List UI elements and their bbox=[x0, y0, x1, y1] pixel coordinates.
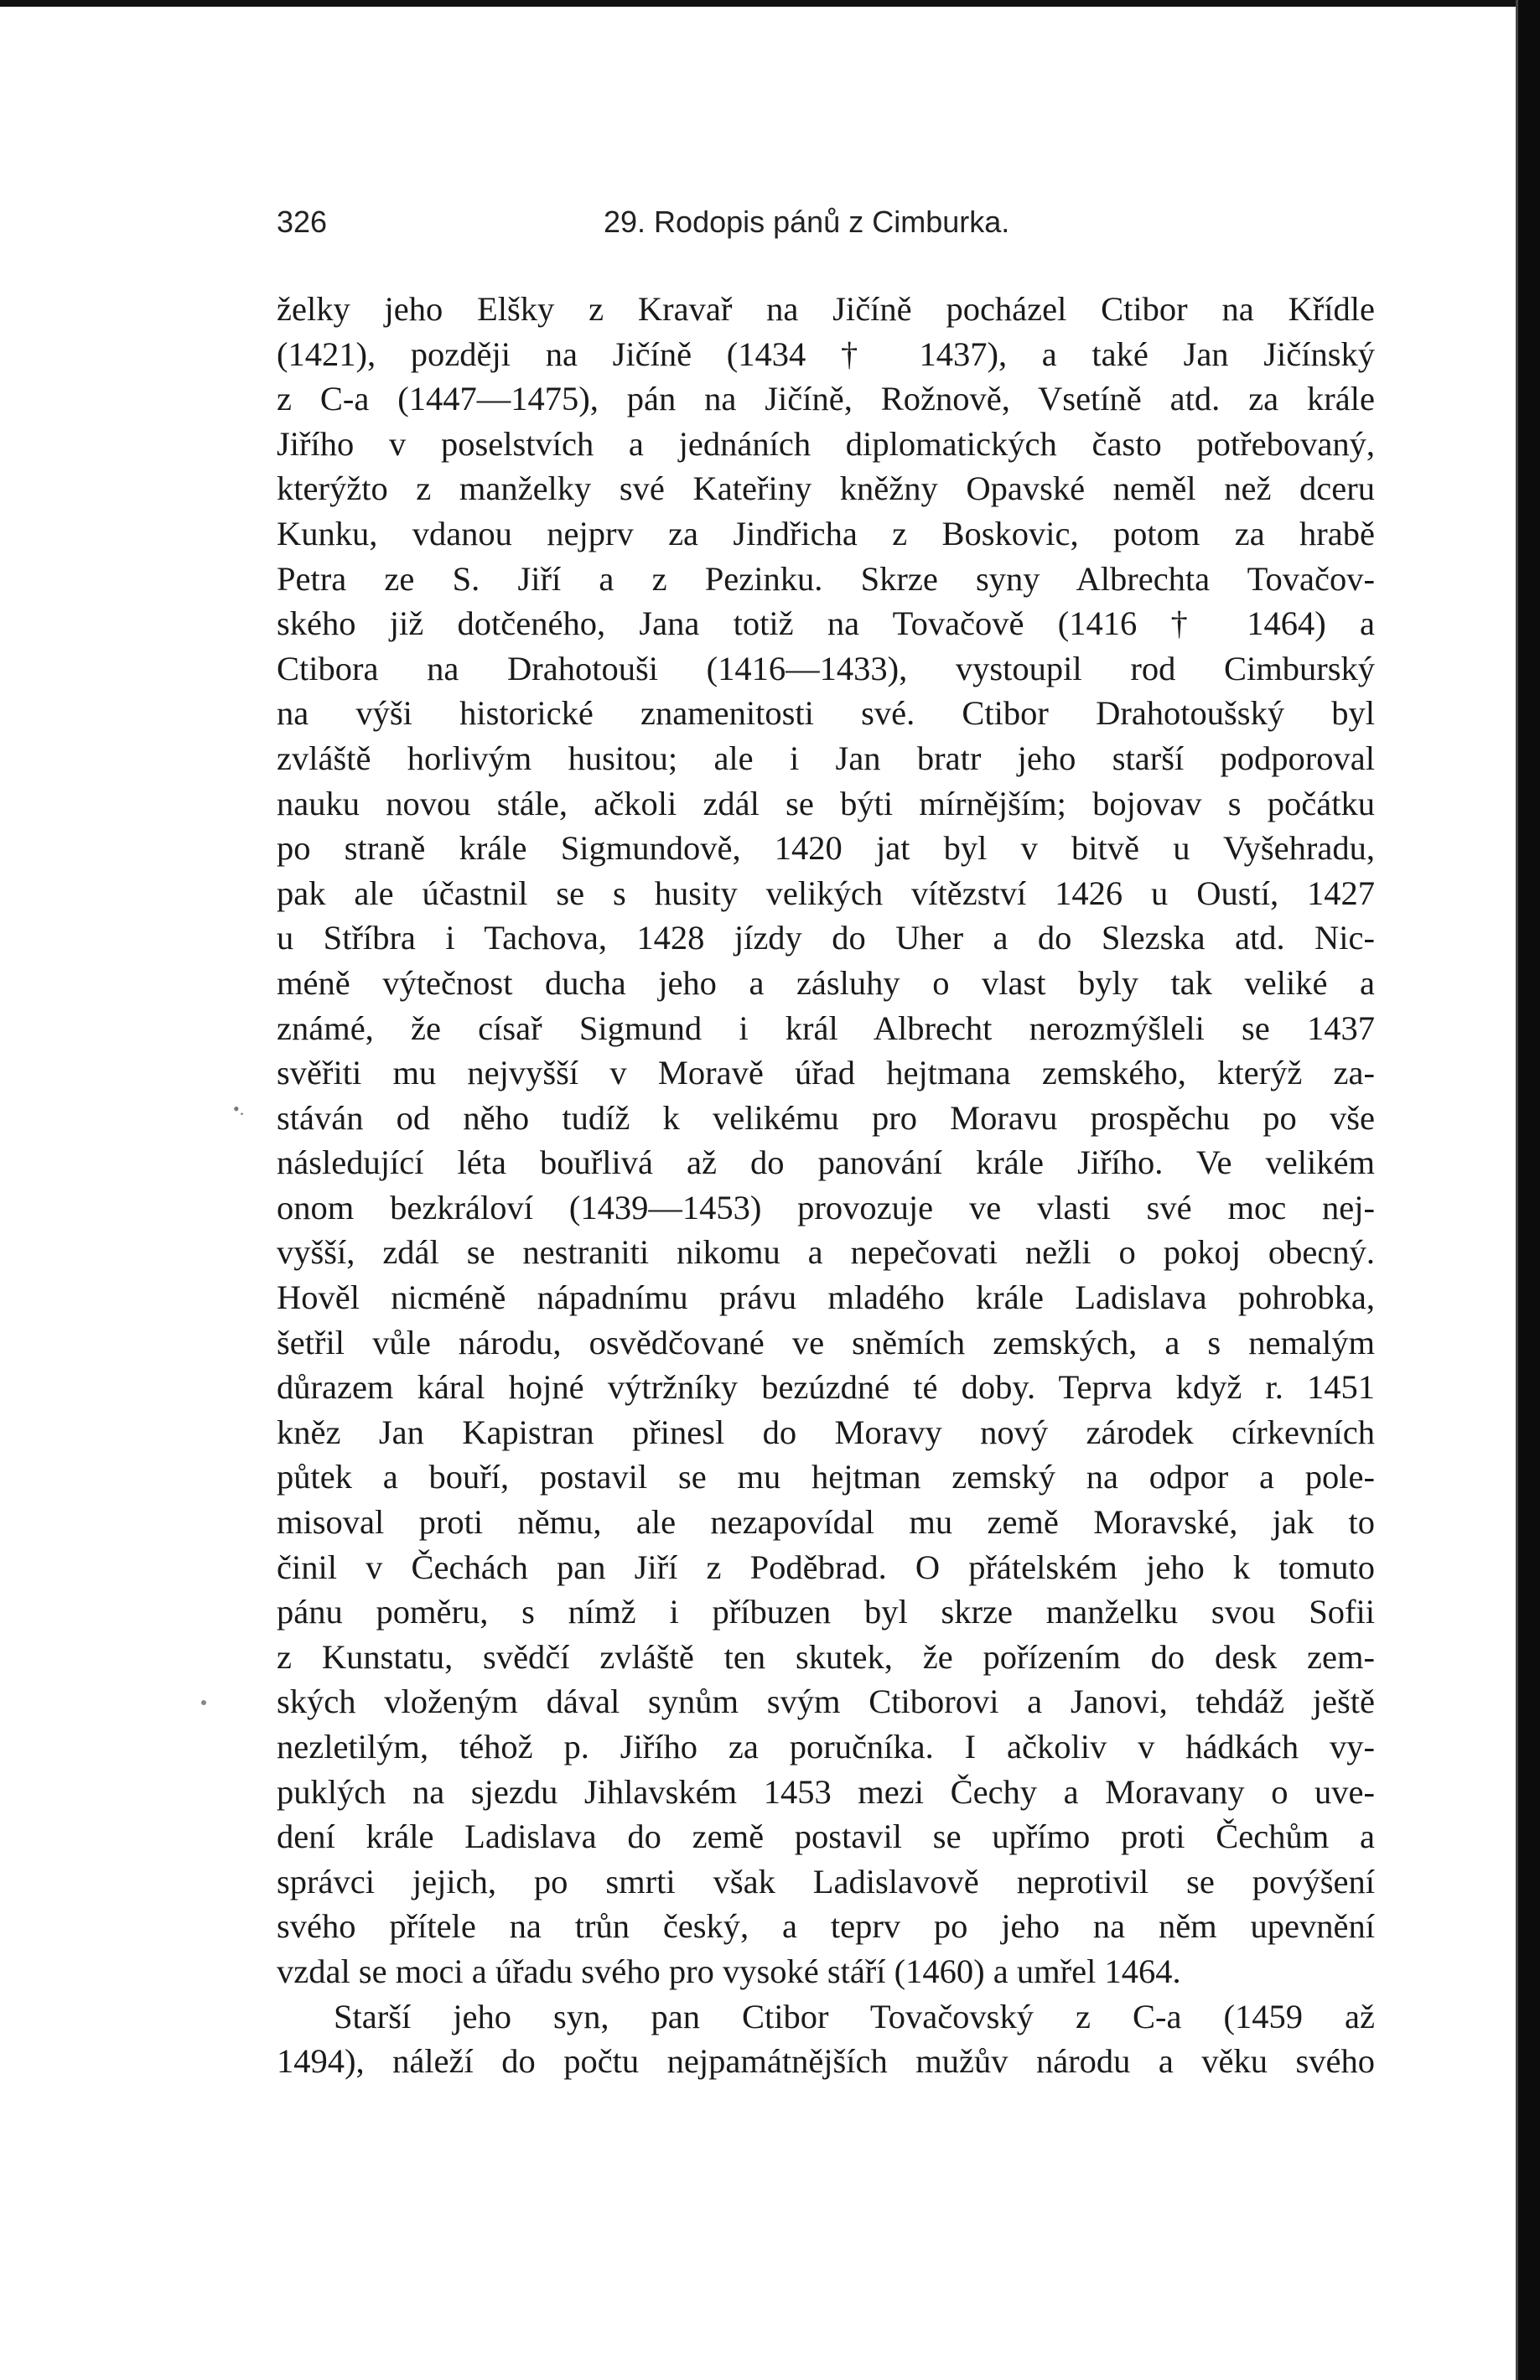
text-line: 1494), náleží do počtu nejpamátnějších mužův národu a věku svého bbox=[277, 2042, 1375, 2081]
text-line: Jiřího v poselstvích a jednáních diplomatických často potřebovaný, bbox=[277, 424, 1375, 463]
text-line: Ctibora na Drahotouši (1416—1433), vystoupil rod Cimburský bbox=[277, 649, 1375, 687]
running-head bbox=[277, 200, 1375, 250]
text-line: pak ale účastnil se s husity velikých vítězství 1426 u Oustí, 1427 bbox=[277, 874, 1375, 912]
text-line: na výši historické znamenitosti své. Ctibor Drahotoušský byl bbox=[277, 694, 1375, 733]
scan-border-top bbox=[0, 0, 1540, 7]
text-line: vyšší, zdál se nestraniti nikomu a nepečovati nežli o pokoj obecný. bbox=[277, 1233, 1375, 1272]
margin-dot bbox=[201, 1700, 206, 1705]
text-line: půtek a bouří, postavil se mu hejtman zemský na odpor a pole- bbox=[277, 1458, 1375, 1496]
text-line: stáván od něho tudíž k velikému pro Moravu prospěchu po vše bbox=[277, 1098, 1375, 1137]
text-line: pánu poměru, s nímž i příbuzen byl skrze manželku svou Sofii bbox=[277, 1593, 1375, 1631]
text-line: po straně krále Sigmundově, 1420 jat byl v bitvě u Vyšehradu, bbox=[277, 829, 1375, 868]
text-line: kněz Jan Kapistran přinesl do Moravy nový zárodek církevních bbox=[277, 1413, 1375, 1451]
margin-mark: •. bbox=[233, 1098, 245, 1119]
text-line: nauku novou stále, ačkoli zdál se býti mírnějším; bojovav s počátku bbox=[277, 784, 1375, 822]
text-line: následující léta bouřlivá až do panování krále Jiřího. Ve velikém bbox=[277, 1143, 1375, 1182]
text-line: u Stříbra i Tachova, 1428 jízdy do Uher a do Slezska atd. Nic- bbox=[277, 919, 1375, 957]
text-line: zvláště horlivým husitou; ale i Jan bratr jeho starší podporoval bbox=[277, 739, 1375, 777]
text-line-paragraph-start: Starší jeho syn, pan Ctibor Tovačovský z C-a (1459 až bbox=[334, 1997, 1375, 2035]
text-line: vzdal se moci a úřadu svého pro vysoké stáří (1460) a umřel 1464. bbox=[277, 1952, 1181, 1990]
page-number: 326 bbox=[277, 205, 328, 239]
text-line: nezletilým, téhož p. Jiřího za poručníka. I ačkoliv v hádkách vy- bbox=[277, 1728, 1375, 1766]
running-title: 29. Rodopis pánů z Cimburka. bbox=[604, 205, 1010, 239]
text-line: Kunku, vdanou nejprv za Jindřicha z Boskovic, potom za hrabě bbox=[277, 514, 1375, 552]
text-line: puklých na sjezdu Jihlavském 1453 mezi Čechy a Moravany o uve- bbox=[277, 1772, 1375, 1811]
text-line: z C-a (1447—1475), pán na Jičíně, Rožnově, Vsetíně atd. za krále bbox=[277, 380, 1375, 418]
text-line: správci jejich, po smrti však Ladislavově neprotivil se povýšení bbox=[277, 1862, 1375, 1900]
text-line: onom bezkráloví (1439—1453) provozuje ve vlasti své moc nej- bbox=[277, 1188, 1375, 1226]
text-line: (1421), později na Jičíně (1434 † 1437), a také Jan Jičínský bbox=[277, 334, 1375, 373]
text-line: svěřiti mu nejvyšší v Moravě úřad hejtmana zemského, kterýž za- bbox=[277, 1054, 1375, 1092]
body-text bbox=[277, 287, 1375, 2084]
text-line: důrazem káral hojné výtržníky bezúzdné té doby. Teprva když r. 1451 bbox=[277, 1368, 1375, 1407]
text-line: dení krále Ladislava do země postavil se upřímo proti Čechům a bbox=[277, 1817, 1375, 1856]
scan-border-right bbox=[1518, 0, 1540, 2380]
text-line: želky jeho Elšky z Kravař na Jičíně pocházel Ctibor na Křídle bbox=[277, 290, 1375, 328]
text-line: známé, že císař Sigmund i král Albrecht nerozmýšleli se 1437 bbox=[277, 1009, 1375, 1047]
text-line: Hověl nicméně nápadnímu právu mladého krále Ladislava pohrobka, bbox=[277, 1278, 1375, 1317]
text-line: ských vloženým dával synům svým Ctiborovi a Janovi, tehdáž ještě bbox=[277, 1683, 1375, 1721]
text-line: méně výtečnost ducha jeho a zásluhy o vlast byly tak veliké a bbox=[277, 963, 1375, 1002]
text-line: z Kunstatu, svědčí zvláště ten skutek, že pořízením do desk zem- bbox=[277, 1637, 1375, 1676]
text-line: činil v Čechách pan Jiří z Poděbrad. O přátelském jeho k tomuto bbox=[277, 1548, 1375, 1586]
text-line: ského již dotčeného, Jana totiž na Tovačově (1416 † 1464) a bbox=[277, 604, 1375, 643]
text-line: Petra ze S. Jiří a z Pezinku. Skrze syny Albrechta Tovačov- bbox=[277, 559, 1375, 598]
text-line: kterýžto z manželky své Kateřiny kněžny Opavské neměl než dceru bbox=[277, 469, 1375, 508]
text-line: šetřil vůle národu, osvědčované ve sněmích zemských, a s nemalým bbox=[277, 1323, 1375, 1361]
page bbox=[277, 200, 1375, 2084]
text-line: svého přítele na trůn český, a teprv po jeho na něm upevnění bbox=[277, 1907, 1375, 1946]
text-line: misoval proti němu, ale nezapovídal mu země Moravské, jak to bbox=[277, 1503, 1375, 1542]
